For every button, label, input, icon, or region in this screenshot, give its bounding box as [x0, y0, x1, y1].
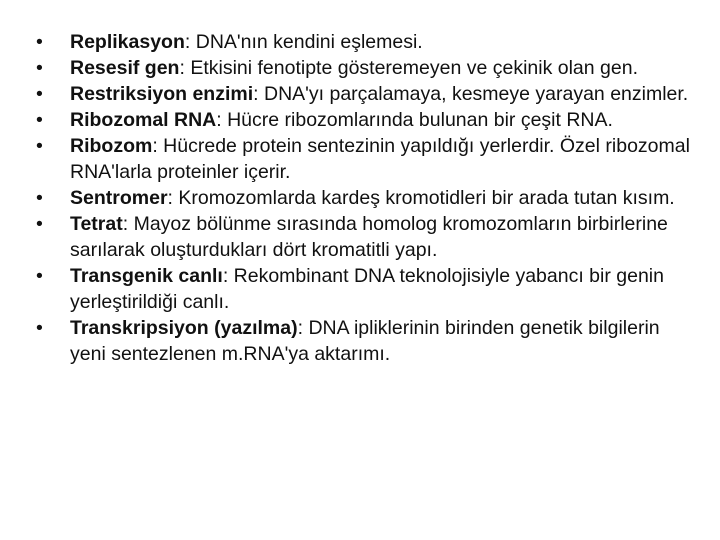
term: Resesif gen	[70, 57, 180, 79]
bullet-icon: •	[36, 31, 43, 53]
separator: :	[253, 83, 264, 105]
definition: Hücre ribozomlarında bulunan bir çeşit RNA.	[227, 109, 613, 131]
bullet-icon: •	[36, 265, 43, 287]
list-item	[36, 185, 696, 211]
bullet-icon: •	[36, 187, 43, 209]
term: Ribozomal RNA	[70, 109, 217, 131]
list-item	[36, 263, 696, 315]
list-item	[36, 55, 696, 81]
bullet-icon: •	[36, 83, 43, 105]
separator: :	[184, 31, 196, 53]
separator: :	[152, 135, 164, 157]
term: Sentromer	[70, 187, 168, 209]
term: Restriksiyon enzimi	[70, 83, 254, 105]
separator: :	[167, 187, 179, 209]
definition: Etkisini fenotipte gösteremeyen ve çekinik olan gen.	[190, 57, 638, 79]
list-item	[36, 107, 696, 133]
bullet-icon: •	[36, 57, 43, 79]
bullet-icon: •	[36, 213, 43, 235]
definition: Hücrede protein sentezinin yapıldığı yerlerdir. Özel ribozomal RNA'larla proteinler içerir.	[70, 135, 690, 183]
bullet-icon: •	[36, 317, 43, 339]
term: Replikasyon	[70, 31, 185, 53]
separator: :	[222, 265, 234, 287]
separator: :	[297, 317, 309, 339]
bullet-icon: •	[36, 135, 43, 157]
term: Ribozom	[70, 135, 153, 157]
definition: DNA ipliklerinin birinden genetik bilgilerin yeni sentezlenen m.RNA'ya aktarımı.	[70, 317, 660, 365]
list-item	[36, 81, 696, 107]
definition: DNA'nın kendini eşlemesi.	[195, 31, 423, 53]
definition: Kromozomlarda kardeş kromotidleri bir arada tutan kısım.	[178, 187, 675, 209]
definition: DNA'yı parçalamaya, kesmeye yarayan enzimler.	[264, 83, 689, 105]
definition: Rekombinant DNA teknolojisiyle yabancı bir genin yerleştirildiği canlı.	[70, 265, 664, 313]
list-item	[36, 211, 696, 263]
term: Transgenik canlı	[70, 265, 223, 287]
separator: :	[122, 213, 134, 235]
list-item	[36, 315, 696, 367]
term: Tetrat	[70, 213, 123, 235]
separator: :	[179, 57, 191, 79]
separator: :	[216, 109, 228, 131]
bullet-icon: •	[36, 109, 43, 131]
list-item	[36, 133, 696, 185]
list-item	[36, 29, 696, 55]
definition: Mayoz bölünme sırasında homolog kromozomların birbirlerine sarılarak oluşturdukları dört kromatitli yapı.	[70, 213, 668, 261]
glossary-list	[36, 29, 696, 367]
term: Transkripsiyon (yazılma)	[70, 317, 298, 339]
